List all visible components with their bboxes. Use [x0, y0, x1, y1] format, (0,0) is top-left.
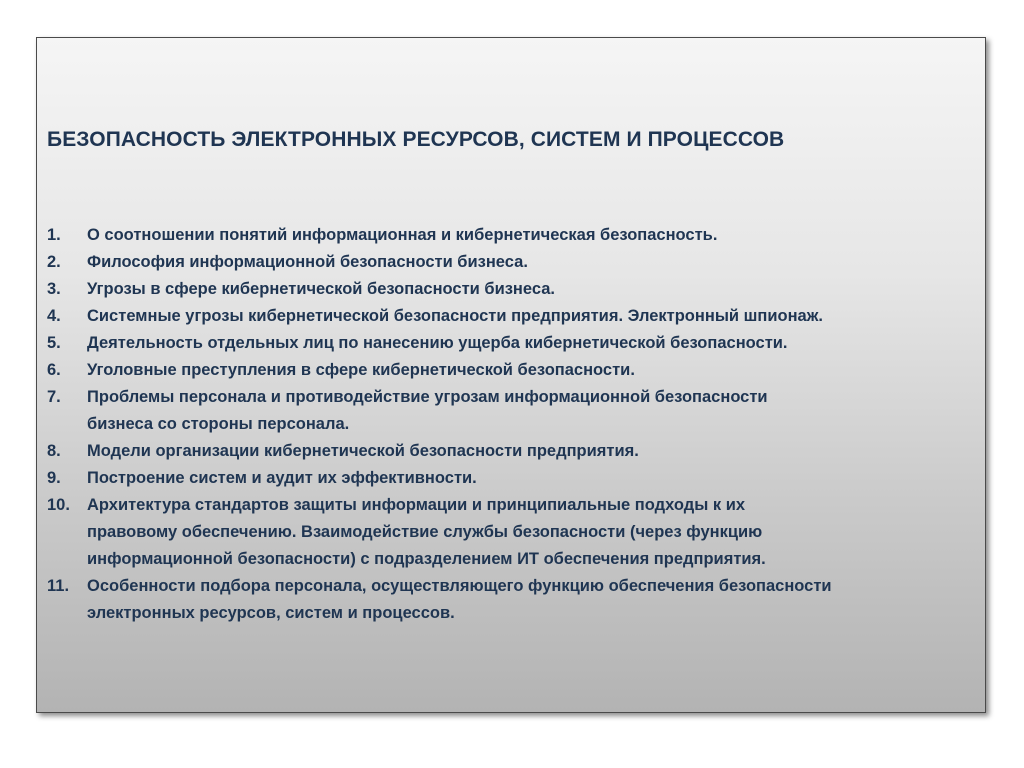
list-item	[47, 465, 977, 492]
list-item-text	[87, 465, 977, 492]
slide-panel	[36, 37, 986, 713]
list-item-line: Архитектура стандартов защиты информации и принципиальные подходы к их	[87, 496, 746, 514]
list-item-number: 9.	[47, 469, 61, 487]
list-item	[47, 357, 977, 384]
list-item-text	[87, 249, 977, 276]
list-item-line: Проблемы персонала и противодействие угрозам информационной безопасности	[87, 388, 768, 406]
list-item-line: правовому обеспечению. Взаимодействие службы безопасности (через функцию	[87, 523, 763, 541]
list-item-number: 11.	[47, 577, 70, 595]
list-item	[47, 222, 977, 249]
topic-list	[47, 222, 977, 627]
list-item-line: информационной безопасности) с подразделением ИТ обеспечения предприятия.	[87, 550, 766, 568]
list-item	[47, 492, 977, 573]
list-item	[47, 276, 977, 303]
list-item-text	[87, 357, 977, 384]
list-item-number: 3.	[47, 280, 61, 298]
list-item-number: 1.	[47, 226, 61, 244]
list-item-number: 6.	[47, 361, 61, 379]
list-item-line: бизнеса со стороны персонала.	[87, 415, 350, 433]
list-item-text	[87, 384, 977, 438]
list-item-line: О соотношении понятий информационная и кибернетическая безопасность.	[87, 226, 718, 244]
list-item-line: Уголовные преступления в сфере кибернетической безопасности.	[87, 361, 635, 379]
list-item-number: 10.	[47, 496, 70, 514]
list-item	[47, 573, 977, 627]
list-item-text	[87, 330, 977, 357]
list-item	[47, 384, 977, 438]
list-item-text	[87, 276, 977, 303]
list-item-text	[87, 573, 977, 627]
list-item-line: Системные угрозы кибернетической безопасности предприятия. Электронный шпионаж.	[87, 307, 824, 325]
list-item-text	[87, 222, 977, 249]
list-item-line: Угрозы в сфере кибернетической безопасности бизнеса.	[87, 280, 555, 298]
list-item	[47, 330, 977, 357]
list-item-line: электронных ресурсов, систем и процессов.	[87, 604, 455, 622]
list-item-line: Модели организации кибернетической безопасности предприятия.	[87, 442, 639, 460]
list-item-number: 5.	[47, 334, 61, 352]
list-item-number: 4.	[47, 307, 61, 325]
list-item-text	[87, 492, 977, 573]
slide-title: БЕЗОПАСНОСТЬ ЭЛЕКТРОННЫХ РЕСУРСОВ, СИСТЕМ И ПРОЦЕССОВ	[47, 128, 785, 151]
list-item-text	[87, 438, 977, 465]
list-item	[47, 303, 977, 330]
list-item-number: 2.	[47, 253, 61, 271]
list-item-line: Особенности подбора персонала, осуществляющего функцию обеспечения безопасности	[87, 577, 832, 595]
list-item	[47, 438, 977, 465]
list-item-text	[87, 303, 977, 330]
list-item-line: Философия информационной безопасности бизнеса.	[87, 253, 528, 271]
list-item-number: 7.	[47, 388, 61, 406]
list-item-number: 8.	[47, 442, 61, 460]
list-item-line: Деятельность отдельных лиц по нанесению ущерба кибернетической безопасности.	[87, 334, 788, 352]
list-item-line: Построение систем и аудит их эффективности.	[87, 469, 477, 487]
list-item	[47, 249, 977, 276]
